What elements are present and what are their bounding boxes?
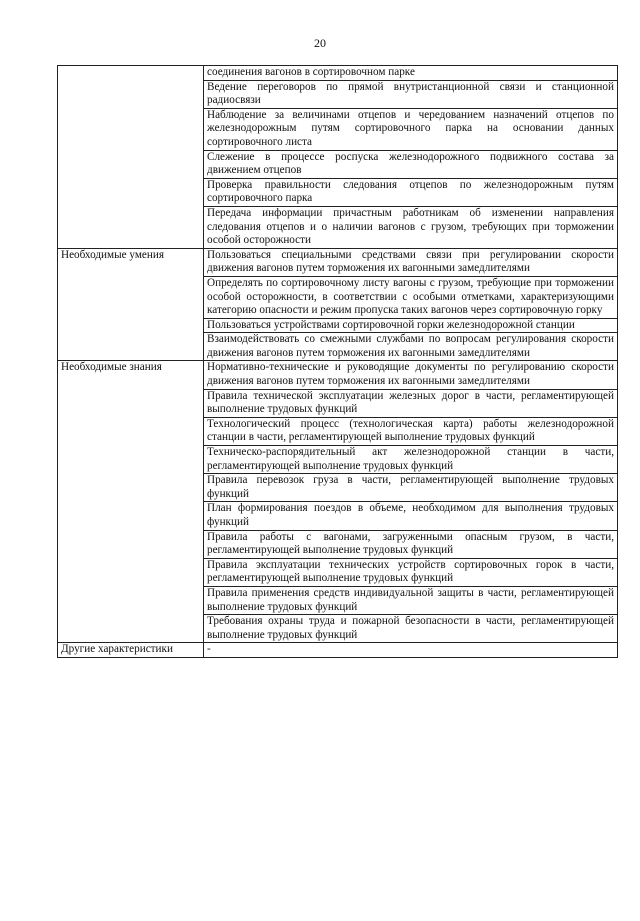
section-label: Другие характеристики — [58, 643, 204, 658]
table-row — [58, 66, 618, 81]
requirement-text: соединения вагонов в сортировочном парке — [204, 66, 618, 81]
section-label: Необходимые знания — [58, 361, 204, 643]
section-label — [58, 66, 204, 249]
requirement-text: Технологический процесс (технологическая карта) работы железнодорожной станции в части, регламентирующей выполнение трудовых функций — [204, 417, 618, 445]
requirement-text: Проверка правильности следования отцепов по железнодорожным путям сортировочного парка — [204, 178, 618, 206]
requirement-text: Нормативно-технические и руководящие документы по регулированию скорости движения вагонов путем торможения их вагонными замедлителями — [204, 361, 618, 389]
requirement-text: Правила перевозок груза в части, регламентирующей выполнение трудовых функций — [204, 474, 618, 502]
table-row — [58, 248, 618, 276]
requirement-text: Передача информации причастным работникам об изменении направления следования отцепов и о наличии вагонов с грузом, требующих при торможении особой осторожности — [204, 206, 618, 248]
table-row — [58, 643, 618, 658]
characteristics-table — [57, 65, 618, 658]
requirement-text: - — [204, 643, 618, 658]
requirement-text: Правила эксплуатации технических устройств сортировочных горок в части, регламентирующей выполнение трудовых функций — [204, 558, 618, 586]
requirement-text: Наблюдение за величинами отцепов и чередованием назначений отцепов по железнодорожным путям сортировочного парка на основании данных сортировочного листа — [204, 108, 618, 150]
table-body — [58, 66, 618, 658]
requirement-text: Правила применения средств индивидуальной защиты в части, регламентирующей выполнение трудовых функций — [204, 586, 618, 614]
table-row — [58, 361, 618, 389]
page-number: 20 — [314, 36, 326, 50]
requirement-text: Взаимодействовать со смежными службами по вопросам регулирования скорости движения вагонов путем торможения их вагонными замедлителями — [204, 333, 618, 361]
requirement-text: Ведение переговоров по прямой внутристанционной связи и станционной радиосвязи — [204, 80, 618, 108]
requirement-text: Техническо-распорядительный акт железнодорожной станции в части, регламентирующей выполнение трудовых функций — [204, 446, 618, 474]
requirement-text: Правила работы с вагонами, загруженными опасным грузом, в части, регламентирующей выполнение трудовых функций — [204, 530, 618, 558]
requirement-text: Пользоваться устройствами сортировочной горки железнодорожной станции — [204, 318, 618, 333]
requirement-text: План формирования поездов в объеме, необходимом для выполнения трудовых функций — [204, 502, 618, 530]
requirement-text: Требования охраны труда и пожарной безопасности в части, регламентирующей выполнение трудовых функций — [204, 615, 618, 643]
section-label: Необходимые умения — [58, 248, 204, 361]
requirement-text: Правила технической эксплуатации железных дорог в части, регламентирующей выполнение трудовых функций — [204, 389, 618, 417]
requirement-text: Определять по сортировочному листу вагоны с грузом, требующие при торможении особой осторожности, в соответствии с особыми отметками, характеризующими категорию опасности и режим пропуска таких вагонов через сортировочную горку — [204, 276, 618, 318]
requirement-text: Слежение в процессе роспуска железнодорожного подвижного состава за движением отцепов — [204, 150, 618, 178]
requirement-text: Пользоваться специальными средствами связи при регулировании скорости движения вагонов путем торможения их вагонными замедлителями — [204, 248, 618, 276]
